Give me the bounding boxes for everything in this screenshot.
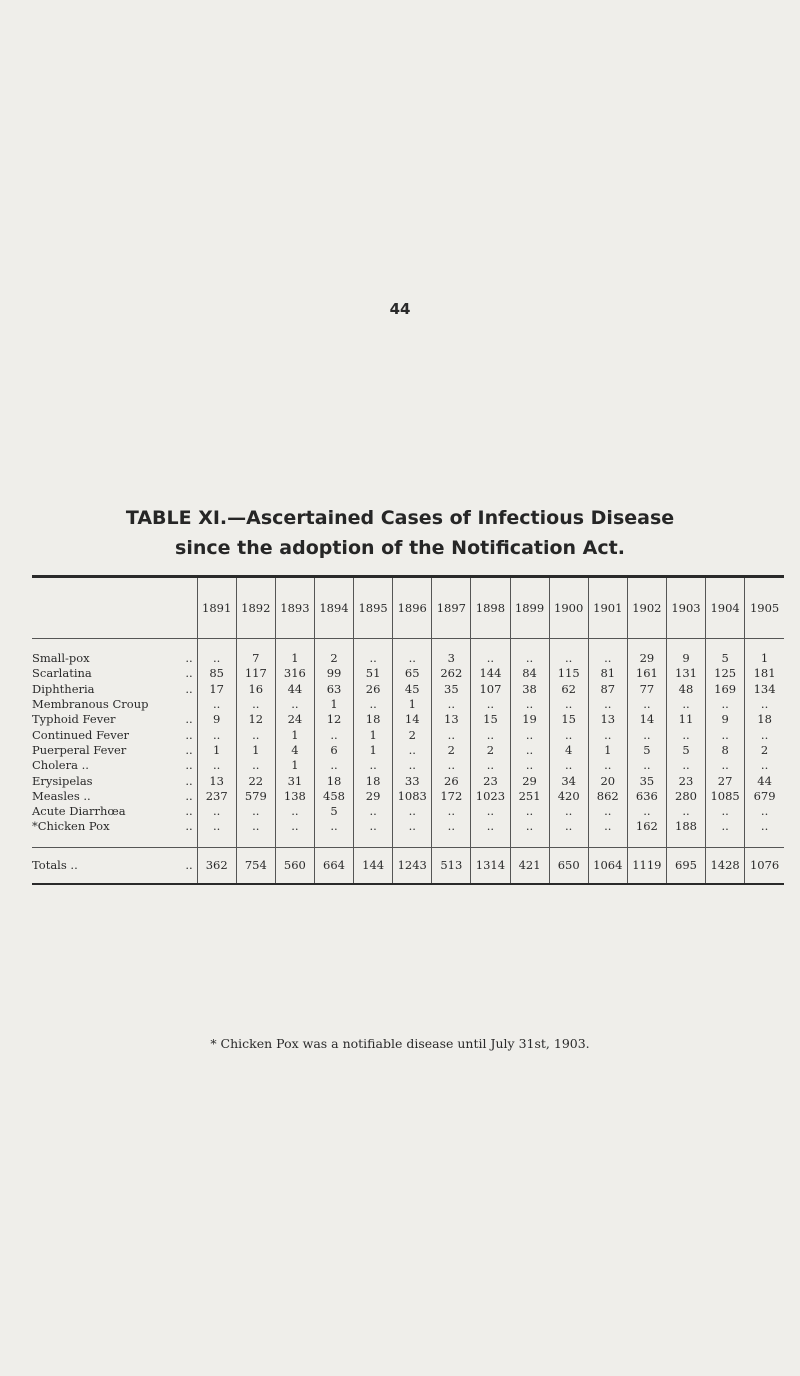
table-cell: .. bbox=[510, 697, 549, 712]
table-cell: 19 bbox=[510, 712, 549, 727]
row-label-text: Measles .. bbox=[32, 788, 91, 803]
table-cell: 1243 bbox=[393, 858, 432, 873]
table-cell: 31 bbox=[275, 773, 314, 788]
row-label bbox=[32, 789, 197, 804]
table-cell: 117 bbox=[236, 666, 275, 681]
table-cell: 134 bbox=[745, 682, 784, 697]
table-cell: .. bbox=[745, 804, 784, 819]
table-cell: 4 bbox=[549, 743, 588, 758]
table-cell: 11 bbox=[666, 712, 705, 727]
row-label-text: Small-pox bbox=[32, 651, 90, 666]
table-cell: 15 bbox=[549, 712, 588, 727]
row-label bbox=[32, 804, 197, 819]
table-cell: .. bbox=[588, 651, 627, 666]
table-cell: .. bbox=[471, 758, 510, 773]
table-cell: 138 bbox=[275, 789, 314, 804]
table-cell: 650 bbox=[549, 858, 588, 873]
row-label-text: Acute Diarrhœa bbox=[32, 804, 126, 819]
table-cell: .. bbox=[236, 758, 275, 773]
table-cell: .. bbox=[510, 819, 549, 834]
table-cell: 63 bbox=[314, 682, 353, 697]
row-label-dots: .. bbox=[185, 773, 193, 788]
row-label bbox=[32, 682, 197, 697]
table-cell: .. bbox=[354, 651, 393, 666]
row-label bbox=[32, 773, 197, 788]
table-cell: 51 bbox=[354, 666, 393, 681]
table-cell: .. bbox=[471, 819, 510, 834]
table-cell: 579 bbox=[236, 789, 275, 804]
year-header: 1894 bbox=[314, 577, 353, 639]
table-cell: .. bbox=[588, 727, 627, 742]
table-cell: 862 bbox=[588, 789, 627, 804]
table-cell: 85 bbox=[197, 666, 236, 681]
row-label-dots: .. bbox=[185, 712, 193, 727]
year-header: 1897 bbox=[432, 577, 471, 639]
table-cell: 14 bbox=[627, 712, 666, 727]
table-cell: .. bbox=[666, 697, 705, 712]
table-cell: 27 bbox=[706, 773, 745, 788]
row-label-dots: .. bbox=[185, 727, 193, 742]
table-cell: 29 bbox=[627, 651, 666, 666]
table-cell: .. bbox=[745, 819, 784, 834]
table-cell: 1 bbox=[197, 743, 236, 758]
table-cell: .. bbox=[354, 697, 393, 712]
table-cell: 115 bbox=[549, 666, 588, 681]
table-cell: 18 bbox=[745, 712, 784, 727]
table-cell: 84 bbox=[510, 666, 549, 681]
table-cell: .. bbox=[432, 819, 471, 834]
page-number: 44 bbox=[389, 300, 411, 318]
table-cell: .. bbox=[314, 727, 353, 742]
table-cell: 251 bbox=[510, 789, 549, 804]
row-label bbox=[32, 666, 197, 681]
table-cell: .. bbox=[706, 697, 745, 712]
header-label-cell bbox=[32, 577, 197, 639]
spacer-row bbox=[32, 835, 784, 848]
table-cell: 87 bbox=[588, 682, 627, 697]
table-cell: 29 bbox=[510, 773, 549, 788]
year-header: 1902 bbox=[627, 577, 666, 639]
table-row bbox=[32, 773, 784, 788]
table-cell: .. bbox=[627, 697, 666, 712]
table-cell: .. bbox=[197, 651, 236, 666]
table-cell: 2 bbox=[314, 651, 353, 666]
table-cell: 421 bbox=[510, 858, 549, 873]
row-label-text: Diphtheria bbox=[32, 681, 95, 696]
row-label bbox=[32, 758, 197, 773]
row-label-dots: .. bbox=[185, 857, 193, 872]
table-cell: .. bbox=[197, 758, 236, 773]
table-cell: .. bbox=[393, 651, 432, 666]
table-cell: .. bbox=[197, 819, 236, 834]
table-cell: 24 bbox=[275, 712, 314, 727]
table-cell: 33 bbox=[393, 773, 432, 788]
table-cell: 18 bbox=[314, 773, 353, 788]
table-cell: 1 bbox=[275, 651, 314, 666]
table-cell: .. bbox=[510, 743, 549, 758]
year-header: 1904 bbox=[706, 577, 745, 639]
table-cell: .. bbox=[745, 697, 784, 712]
table-cell: 237 bbox=[197, 789, 236, 804]
row-label-text: Cholera .. bbox=[32, 758, 89, 773]
table-cell: 172 bbox=[432, 789, 471, 804]
table-cell: 1064 bbox=[588, 858, 627, 873]
table-cell: 1 bbox=[354, 727, 393, 742]
table-cell: .. bbox=[275, 819, 314, 834]
table-cell: .. bbox=[471, 804, 510, 819]
disease-table bbox=[32, 575, 784, 885]
table-row bbox=[32, 789, 784, 804]
spacer-row bbox=[32, 639, 784, 652]
row-label bbox=[32, 858, 197, 873]
table-cell: 13 bbox=[588, 712, 627, 727]
table-cell: 1428 bbox=[706, 858, 745, 873]
table-cell: .. bbox=[549, 727, 588, 742]
table-cell: .. bbox=[745, 758, 784, 773]
table-cell: .. bbox=[354, 804, 393, 819]
row-label-text: Erysipelas bbox=[32, 773, 93, 788]
table-cell: 14 bbox=[393, 712, 432, 727]
table-cell: 23 bbox=[471, 773, 510, 788]
table-cell: 13 bbox=[197, 773, 236, 788]
table-title bbox=[40, 503, 760, 563]
table-cell: 29 bbox=[354, 789, 393, 804]
table-cell: 5 bbox=[706, 651, 745, 666]
table-cell: 1314 bbox=[471, 858, 510, 873]
table-cell: .. bbox=[393, 804, 432, 819]
table-cell: 9 bbox=[706, 712, 745, 727]
table-cell: 6 bbox=[314, 743, 353, 758]
table-cell: 513 bbox=[432, 858, 471, 873]
table-cell: 23 bbox=[666, 773, 705, 788]
table-cell: 664 bbox=[314, 858, 353, 873]
row-label bbox=[32, 697, 197, 712]
row-label-dots: .. bbox=[185, 758, 193, 773]
table-cell: 1119 bbox=[627, 858, 666, 873]
table-cell: .. bbox=[588, 697, 627, 712]
table-cell: 316 bbox=[275, 666, 314, 681]
table-cell: .. bbox=[706, 758, 745, 773]
table-cell: .. bbox=[236, 727, 275, 742]
table-body bbox=[32, 639, 784, 884]
table-cell: 26 bbox=[354, 682, 393, 697]
table-cell: .. bbox=[706, 727, 745, 742]
table-cell: .. bbox=[549, 697, 588, 712]
table-cell: .. bbox=[627, 758, 666, 773]
table-cell: 1076 bbox=[745, 858, 784, 873]
table-cell: 560 bbox=[275, 858, 314, 873]
table-cell: 48 bbox=[666, 682, 705, 697]
table-cell: 12 bbox=[314, 712, 353, 727]
table-row bbox=[32, 682, 784, 697]
table-cell: 35 bbox=[432, 682, 471, 697]
table-cell: 16 bbox=[236, 682, 275, 697]
table-row bbox=[32, 666, 784, 681]
table-cell: 636 bbox=[627, 789, 666, 804]
table-cell: .. bbox=[706, 819, 745, 834]
table-cell: .. bbox=[510, 758, 549, 773]
table-cell: 1023 bbox=[471, 789, 510, 804]
table-cell: 38 bbox=[510, 682, 549, 697]
table-cell: .. bbox=[549, 804, 588, 819]
table-cell: .. bbox=[745, 727, 784, 742]
table-cell: 458 bbox=[314, 789, 353, 804]
table-cell: .. bbox=[510, 804, 549, 819]
year-header: 1901 bbox=[588, 577, 627, 639]
row-label bbox=[32, 819, 197, 834]
table-title-line-2: since the adoption of the Notification Act. bbox=[175, 537, 625, 559]
row-label-dots: .. bbox=[185, 804, 193, 819]
table-cell: 20 bbox=[588, 773, 627, 788]
year-header: 1905 bbox=[745, 577, 784, 639]
table-cell: 13 bbox=[432, 712, 471, 727]
table-cell: 44 bbox=[275, 682, 314, 697]
table-cell: 44 bbox=[745, 773, 784, 788]
table-cell: .. bbox=[510, 651, 549, 666]
table-cell: 9 bbox=[666, 651, 705, 666]
table-cell: 35 bbox=[627, 773, 666, 788]
table-cell: 362 bbox=[197, 858, 236, 873]
table-cell: .. bbox=[236, 697, 275, 712]
row-label-dots: .. bbox=[185, 651, 193, 666]
table-cell: 144 bbox=[354, 858, 393, 873]
footnote: * Chicken Pox was a notifiable disease until July 31st, 1903. bbox=[210, 1036, 590, 1051]
row-label-text: Totals .. bbox=[32, 857, 78, 872]
table-cell: 1 bbox=[393, 697, 432, 712]
table-row bbox=[32, 651, 784, 666]
table-cell: 420 bbox=[549, 789, 588, 804]
table-cell: 7 bbox=[236, 651, 275, 666]
table-cell: .. bbox=[549, 758, 588, 773]
table-cell: 34 bbox=[549, 773, 588, 788]
row-label-text: Membranous Croup bbox=[32, 697, 149, 712]
table-cell: .. bbox=[275, 697, 314, 712]
table-cell: 188 bbox=[666, 819, 705, 834]
table-cell: .. bbox=[197, 697, 236, 712]
row-label-text: Continued Fever bbox=[32, 727, 130, 742]
table-cell: .. bbox=[236, 819, 275, 834]
table-cell: .. bbox=[471, 727, 510, 742]
table-cell: .. bbox=[197, 727, 236, 742]
table-cell: 26 bbox=[432, 773, 471, 788]
table-cell: .. bbox=[236, 804, 275, 819]
table-cell: .. bbox=[393, 819, 432, 834]
table-row bbox=[32, 758, 784, 773]
table-cell: 12 bbox=[236, 712, 275, 727]
row-label-text: Typhoid Fever bbox=[32, 712, 116, 727]
table-row bbox=[32, 712, 784, 727]
year-header: 1893 bbox=[275, 577, 314, 639]
table-cell: .. bbox=[627, 727, 666, 742]
year-header: 1903 bbox=[666, 577, 705, 639]
table-cell: 5 bbox=[666, 743, 705, 758]
table-cell: .. bbox=[471, 697, 510, 712]
table-cell: .. bbox=[432, 697, 471, 712]
table-cell: 1085 bbox=[706, 789, 745, 804]
year-header: 1895 bbox=[354, 577, 393, 639]
table-cell: 695 bbox=[666, 858, 705, 873]
table-row bbox=[32, 743, 784, 758]
row-label-dots: .. bbox=[185, 819, 193, 834]
table-cell: 5 bbox=[627, 743, 666, 758]
table-cell: .. bbox=[471, 651, 510, 666]
table-cell: 2 bbox=[471, 743, 510, 758]
table-cell: .. bbox=[432, 804, 471, 819]
table-cell: 4 bbox=[275, 743, 314, 758]
table-cell: .. bbox=[197, 804, 236, 819]
row-label-text: Scarlatina bbox=[32, 666, 92, 681]
end-row bbox=[32, 873, 784, 884]
table-cell: .. bbox=[706, 804, 745, 819]
row-label-dots: .. bbox=[185, 788, 193, 803]
year-header: 1900 bbox=[549, 577, 588, 639]
table-cell: 1 bbox=[314, 697, 353, 712]
row-label bbox=[32, 727, 197, 742]
table-cell: 81 bbox=[588, 666, 627, 681]
year-header: 1896 bbox=[393, 577, 432, 639]
table-cell: 22 bbox=[236, 773, 275, 788]
table-cell: .. bbox=[354, 758, 393, 773]
table-cell: .. bbox=[393, 743, 432, 758]
table-cell: 161 bbox=[627, 666, 666, 681]
table-cell: 280 bbox=[666, 789, 705, 804]
table-cell: 15 bbox=[471, 712, 510, 727]
table-row bbox=[32, 697, 784, 712]
table-cell: 131 bbox=[666, 666, 705, 681]
table-title-line-1: TABLE XI.—Ascertained Cases of Infectious Disease bbox=[125, 507, 675, 529]
table-cell: 45 bbox=[393, 682, 432, 697]
row-label-dots: .. bbox=[185, 742, 193, 757]
table-cell: 1 bbox=[354, 743, 393, 758]
table-cell: 77 bbox=[627, 682, 666, 697]
table-cell: 18 bbox=[354, 712, 393, 727]
table-cell: 17 bbox=[197, 682, 236, 697]
table-cell: 1083 bbox=[393, 789, 432, 804]
year-header: 1898 bbox=[471, 577, 510, 639]
table-cell: 144 bbox=[471, 666, 510, 681]
table-cell: 8 bbox=[706, 743, 745, 758]
table-cell: .. bbox=[275, 804, 314, 819]
year-header: 1891 bbox=[197, 577, 236, 639]
table-cell: 1 bbox=[275, 758, 314, 773]
table-cell: .. bbox=[666, 727, 705, 742]
table-cell: 1 bbox=[236, 743, 275, 758]
table-cell: 125 bbox=[706, 666, 745, 681]
table-cell: .. bbox=[666, 804, 705, 819]
table-cell: 1 bbox=[275, 727, 314, 742]
row-label-text: Puerperal Fever bbox=[32, 742, 127, 757]
table-row bbox=[32, 727, 784, 742]
table-cell: 169 bbox=[706, 682, 745, 697]
table-cell: .. bbox=[314, 758, 353, 773]
table-cell: 262 bbox=[432, 666, 471, 681]
table-cell: .. bbox=[314, 819, 353, 834]
table-cell: .. bbox=[393, 758, 432, 773]
row-label-dots: .. bbox=[185, 681, 193, 696]
table-cell: .. bbox=[666, 758, 705, 773]
row-label bbox=[32, 743, 197, 758]
row-label-text: *Chicken Pox bbox=[32, 819, 110, 834]
table-cell: 2 bbox=[393, 727, 432, 742]
table-row bbox=[32, 804, 784, 819]
table-cell: 99 bbox=[314, 666, 353, 681]
table-cell: .. bbox=[432, 727, 471, 742]
year-header: 1899 bbox=[510, 577, 549, 639]
table-cell: .. bbox=[588, 758, 627, 773]
table-cell: .. bbox=[627, 804, 666, 819]
table-cell: 1 bbox=[588, 743, 627, 758]
table-cell: 3 bbox=[432, 651, 471, 666]
spacer-row bbox=[32, 847, 784, 858]
table-cell: 18 bbox=[354, 773, 393, 788]
totals-row bbox=[32, 858, 784, 873]
table-cell: 107 bbox=[471, 682, 510, 697]
table-cell: 2 bbox=[745, 743, 784, 758]
table-cell: 5 bbox=[314, 804, 353, 819]
table-cell: 62 bbox=[549, 682, 588, 697]
table-cell: .. bbox=[432, 758, 471, 773]
row-label bbox=[32, 712, 197, 727]
table-cell: 2 bbox=[432, 743, 471, 758]
table-cell: 65 bbox=[393, 666, 432, 681]
table-cell: 162 bbox=[627, 819, 666, 834]
row-label bbox=[32, 651, 197, 666]
table-cell: .. bbox=[549, 819, 588, 834]
table-cell: .. bbox=[588, 819, 627, 834]
table-cell: 679 bbox=[745, 789, 784, 804]
table-cell: 181 bbox=[745, 666, 784, 681]
table-cell: 9 bbox=[197, 712, 236, 727]
row-label-dots: .. bbox=[185, 666, 193, 681]
table-cell: 754 bbox=[236, 858, 275, 873]
year-header: 1892 bbox=[236, 577, 275, 639]
table-cell: .. bbox=[549, 651, 588, 666]
table-row bbox=[32, 819, 784, 834]
table-cell: 1 bbox=[745, 651, 784, 666]
table-cell: .. bbox=[354, 819, 393, 834]
table-cell: .. bbox=[510, 727, 549, 742]
disease-table-container bbox=[32, 575, 784, 885]
table-cell: .. bbox=[588, 804, 627, 819]
year-header-row bbox=[32, 577, 784, 639]
